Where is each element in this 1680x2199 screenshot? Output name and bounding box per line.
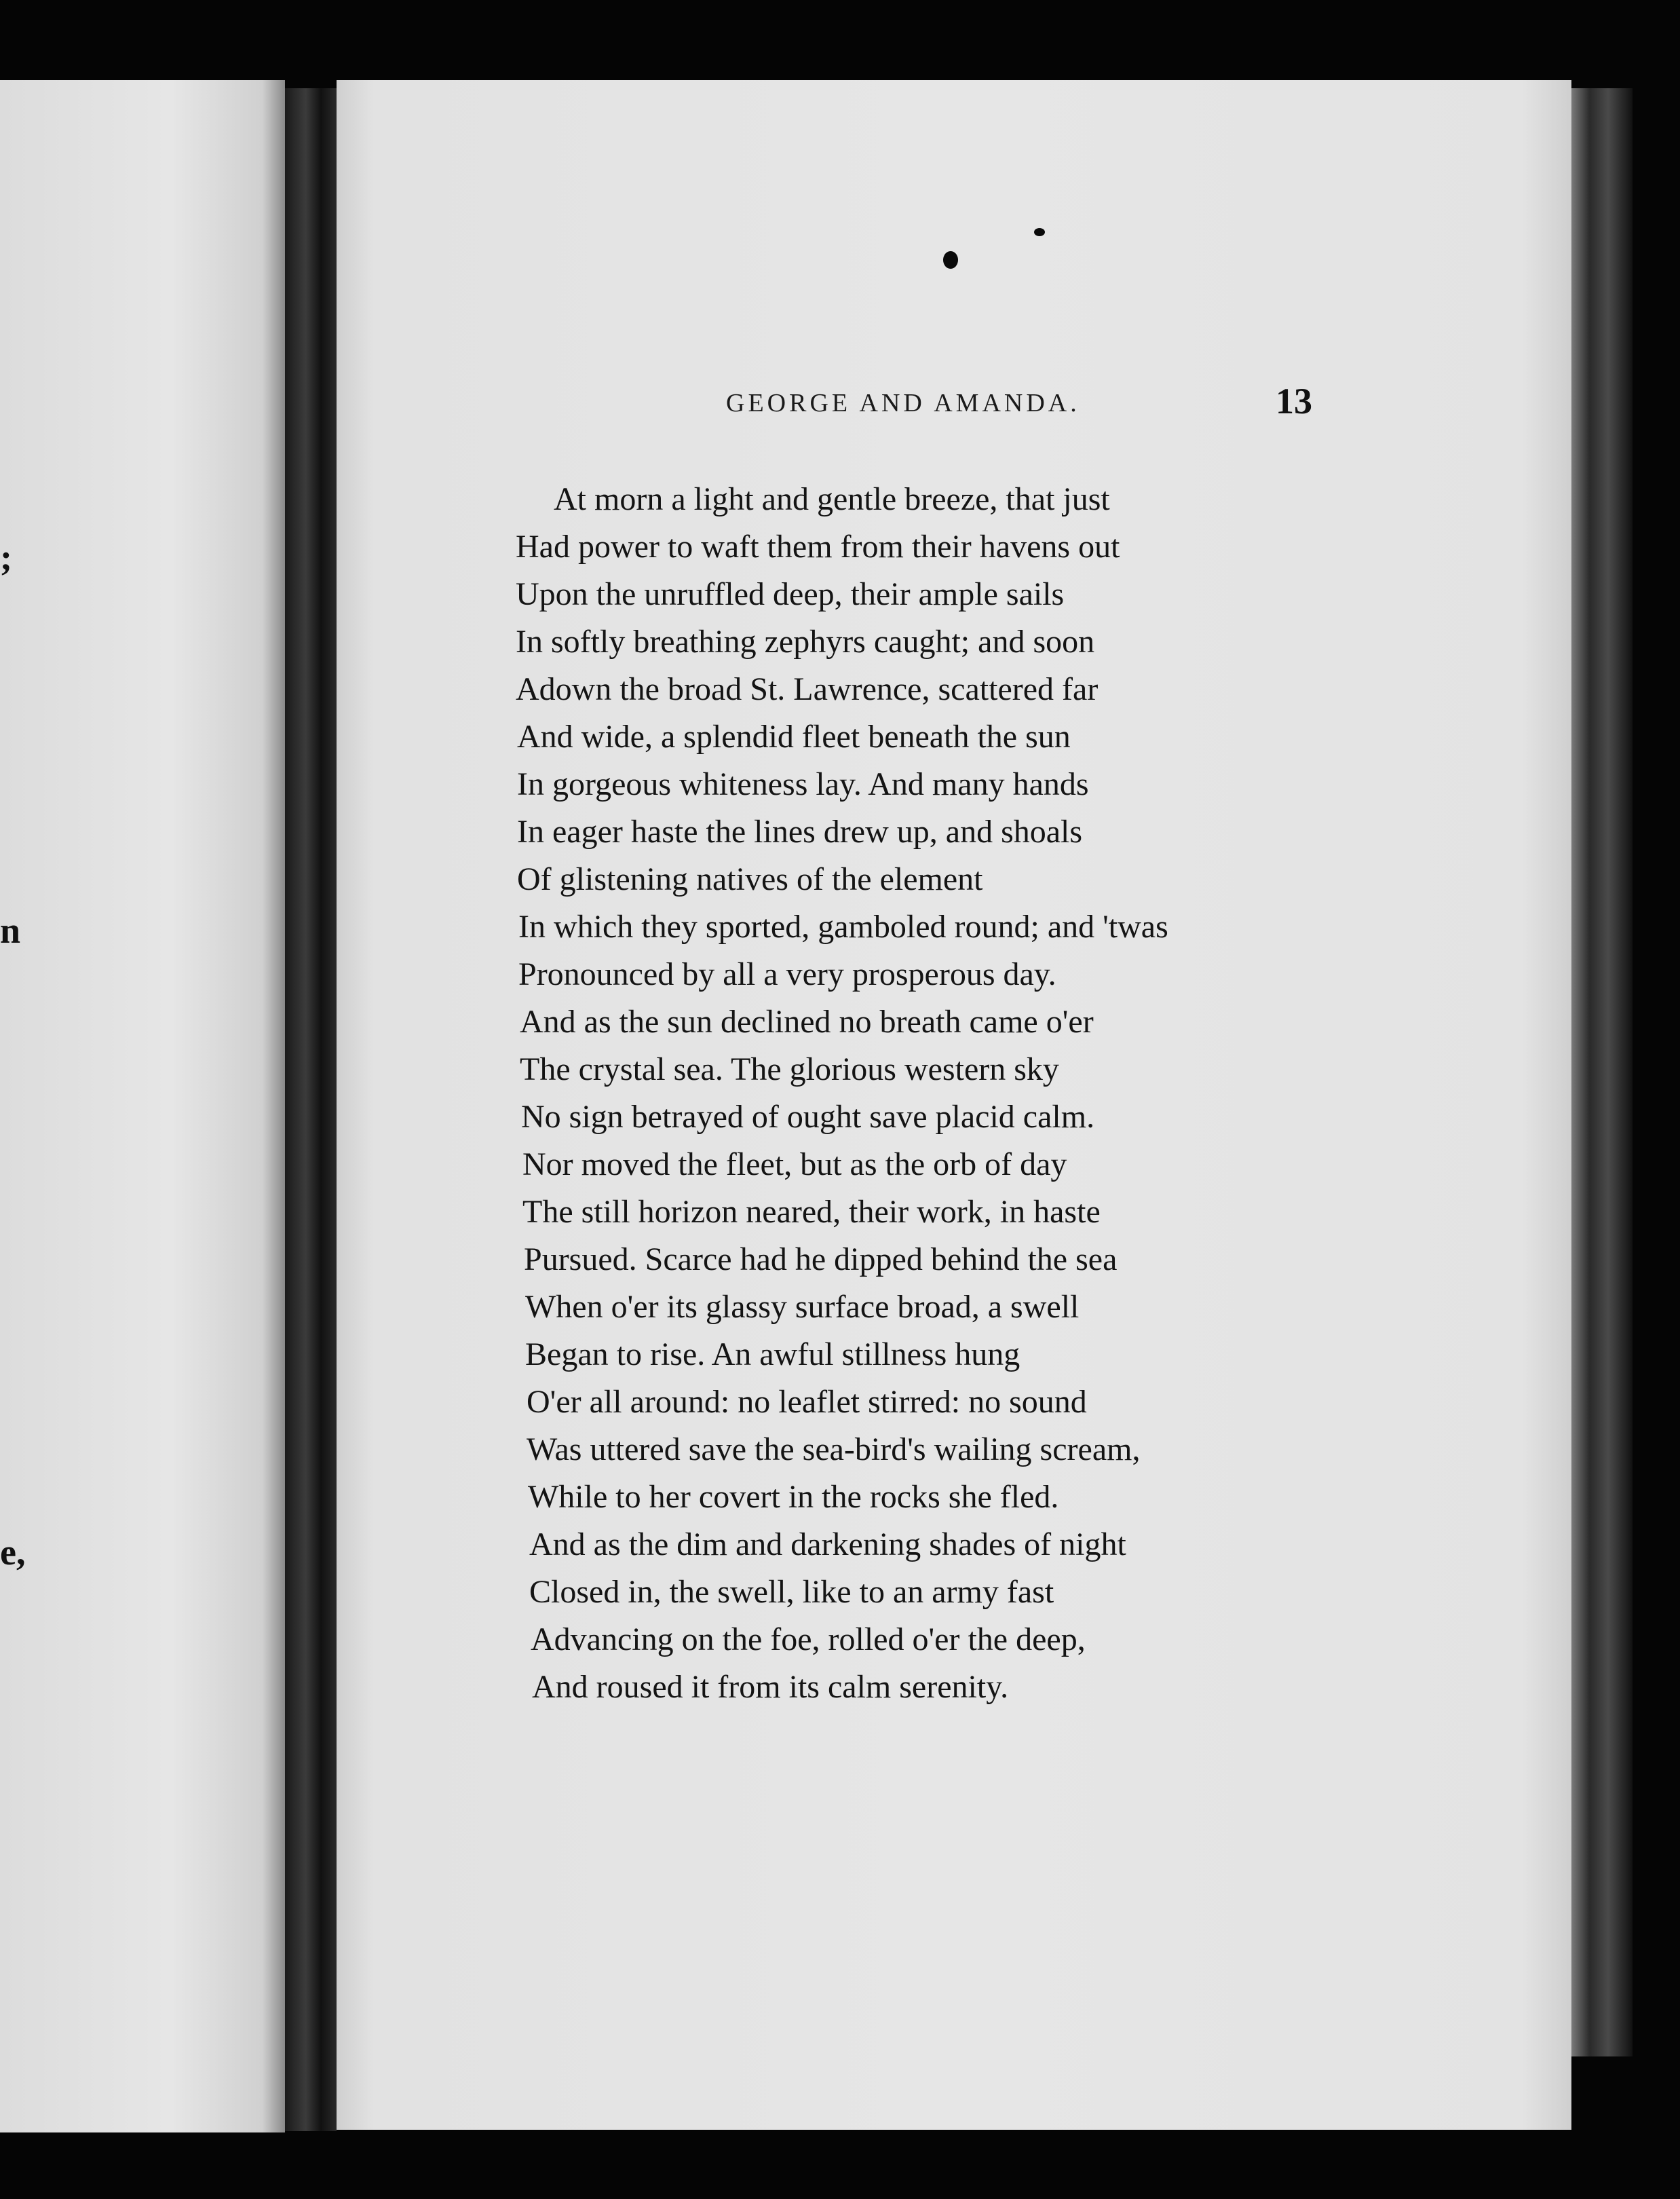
poem-line: When o'er its glassy surface broad, a swell: [525, 1289, 1080, 1325]
poem-line: No sign betrayed of ought save placid calm.: [521, 1099, 1095, 1135]
poem-line: And as the dim and darkening shades of night: [529, 1526, 1126, 1562]
poem-line: While to her covert in the rocks she fled.: [528, 1479, 1059, 1515]
poem-line: In gorgeous whiteness lay. And many hands: [517, 766, 1089, 802]
poem-line: In softly breathing zephyrs caught; and soon: [516, 624, 1095, 660]
poem-line: Pursued. Scarce had he dipped behind the sea: [524, 1241, 1118, 1277]
ink-speck: [1034, 228, 1045, 236]
left-page-fragment: n: [0, 910, 21, 951]
page-fore-edge: [1571, 88, 1633, 2056]
poem-line: And as the sun declined no breath came o'er: [520, 1004, 1094, 1040]
poem-line: And roused it from its calm serenity.: [532, 1669, 1009, 1705]
poem-line: In which they sported, gamboled round; and 'twas: [518, 909, 1168, 945]
poem-line: Closed in, the swell, like to an army fast: [529, 1574, 1054, 1610]
poem-line: O'er all around: no leaflet stirred: no sound: [527, 1384, 1087, 1420]
poem-line: Nor moved the fleet, but as the orb of day: [522, 1146, 1067, 1182]
poem-line: Advancing on the foe, rolled o'er the deep,: [531, 1621, 1086, 1657]
poem-line: Was uttered save the sea-bird's wailing scream,: [527, 1431, 1141, 1467]
left-page-fragment: ;: [0, 537, 12, 578]
page-number: 13: [1276, 381, 1312, 421]
left-page-fragment: e,: [0, 1532, 26, 1573]
poem-line: At morn a light and gentle breeze, that just: [554, 481, 1110, 517]
poem-line: In eager haste the lines drew up, and shoals: [517, 814, 1083, 850]
running-title: GEORGE AND AMANDA.: [726, 389, 1080, 417]
book-gutter: [285, 88, 337, 2131]
left-page: [0, 80, 285, 2132]
poem-line: Upon the unruffled deep, their ample sails: [516, 576, 1065, 612]
poem-line: And wide, a splendid fleet beneath the sun: [517, 719, 1071, 755]
ink-speck: [943, 251, 958, 269]
poem-line: The crystal sea. The glorious western sky: [520, 1051, 1059, 1087]
poem-line: Pronounced by all a very prosperous day.: [518, 956, 1056, 992]
poem-line: The still horizon neared, their work, in haste: [522, 1194, 1101, 1230]
poem-line: Began to rise. An awful stillness hung: [525, 1336, 1020, 1372]
poem-line: Adown the broad St. Lawrence, scattered far: [516, 671, 1099, 707]
poem-line: Had power to waft them from their havens out: [516, 529, 1120, 565]
poem-line: Of glistening natives of the element: [517, 861, 983, 897]
